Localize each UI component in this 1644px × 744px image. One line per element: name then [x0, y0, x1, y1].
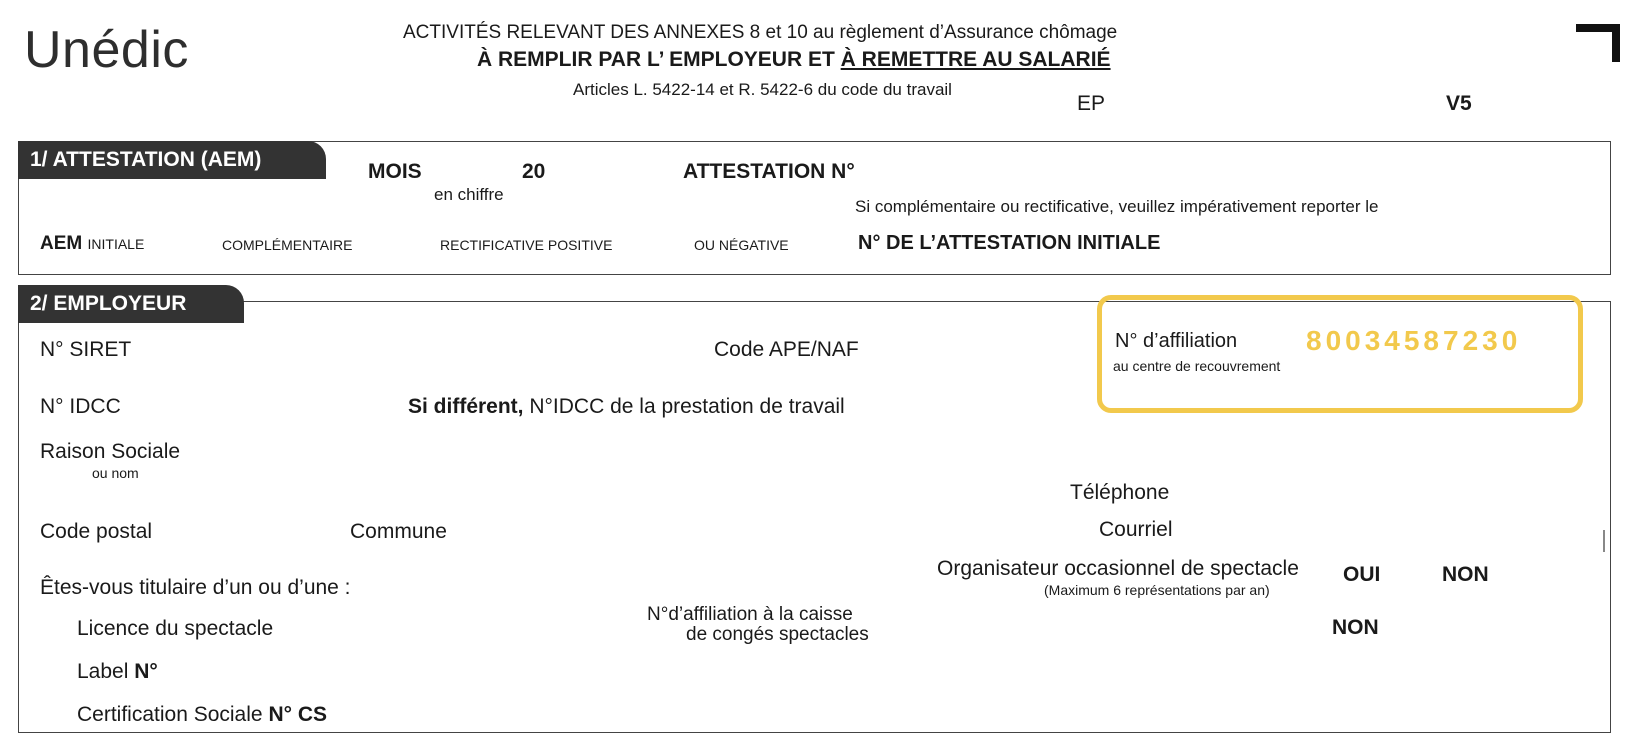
- unedic-logo: Unédic: [24, 21, 189, 79]
- mois-label: MOIS: [368, 160, 422, 183]
- en-chiffre-label: en chiffre: [434, 185, 504, 204]
- affiliation-sublabel: au centre de recouvrement: [1113, 358, 1281, 374]
- complementaire-option[interactable]: COMPLÉMENTAIRE: [222, 237, 353, 253]
- caisse-conges-label-line2: de congés spectacles: [686, 624, 869, 645]
- aem-label: AEM: [40, 233, 83, 254]
- attestation-number-label: ATTESTATION N°: [683, 160, 855, 183]
- cs-number-label: N° CS: [268, 703, 328, 726]
- organisateur-sublabel: (Maximum 6 représentations par an): [1044, 582, 1270, 598]
- negative-option[interactable]: OU NÉGATIVE: [694, 237, 789, 253]
- title-employee-part: À REMETTRE AU SALARIÉ: [840, 48, 1111, 71]
- label-number-label: N°: [134, 660, 158, 683]
- raison-sociale-label: Raison Sociale: [40, 440, 181, 463]
- licence-spectacle-label: Licence du spectacle: [77, 617, 274, 640]
- siret-label: N° SIRET: [40, 338, 132, 361]
- ep-code: EP: [1077, 92, 1106, 115]
- form-version: V5: [1446, 92, 1472, 115]
- complementary-note: Si complémentaire ou rectificative, veuillez impérativement reporter le: [855, 197, 1379, 216]
- rectificative-positive-option[interactable]: RECTIFICATIVE POSITIVE: [440, 237, 613, 253]
- commune-label: Commune: [350, 520, 447, 543]
- label-field: [77, 660, 158, 684]
- caisse-non-option[interactable]: NON: [1332, 616, 1379, 639]
- idcc-prestation-label: [408, 395, 845, 419]
- code-postal-label: Code postal: [40, 520, 153, 543]
- corner-mark-icon: [1576, 24, 1620, 62]
- telephone-label: Téléphone: [1070, 481, 1170, 504]
- titulaire-question: Êtes-vous titulaire d’un ou d’une :: [40, 576, 351, 599]
- edge-tick-mark: [1603, 530, 1605, 552]
- form-title-line2: [477, 48, 1111, 72]
- label-label: Label: [77, 660, 129, 683]
- idcc-prestation-text: N°IDCC de la prestation de travail: [523, 395, 845, 418]
- form-legal-reference: Articles L. 5422-14 et R. 5422-6 du code du travail: [573, 80, 952, 99]
- year-prefix: 20: [522, 160, 546, 183]
- organisateur-label: Organisateur occasionnel de spectacle: [937, 557, 1299, 580]
- ape-naf-label: Code APE/NAF: [714, 338, 859, 361]
- affiliation-number-value[interactable]: 80034587230: [1306, 325, 1522, 356]
- aem-initiale-option[interactable]: [40, 233, 144, 255]
- attestation-section-tab: 1/ ATTESTATION (AEM): [18, 141, 326, 179]
- certification-sociale-field: [77, 703, 327, 727]
- initiale-label: INITIALE: [87, 236, 145, 252]
- initial-attestation-number-label: N° DE L’ATTESTATION INITIALE: [858, 232, 1161, 254]
- title-employer-part: À REMPLIR PAR L’ EMPLOYEUR ET: [477, 48, 841, 71]
- caisse-conges-label-line1: N°d’affiliation à la caisse: [647, 604, 853, 625]
- organisateur-oui-option[interactable]: OUI: [1343, 563, 1381, 586]
- form-title-line1: ACTIVITÉS RELEVANT DES ANNEXES 8 et 10 au règlement d’Assurance chômage: [403, 22, 1118, 43]
- certification-sociale-label: Certification Sociale: [77, 703, 263, 726]
- courriel-label: Courriel: [1099, 518, 1173, 541]
- employeur-section-tab: 2/ EMPLOYEUR: [18, 285, 244, 323]
- si-different-label: Si différent,: [408, 395, 524, 418]
- organisateur-non-option[interactable]: NON: [1442, 563, 1489, 586]
- affiliation-label: N° d’affiliation: [1115, 330, 1238, 352]
- idcc-label: N° IDCC: [40, 395, 121, 418]
- ou-nom-label: ou nom: [92, 465, 139, 481]
